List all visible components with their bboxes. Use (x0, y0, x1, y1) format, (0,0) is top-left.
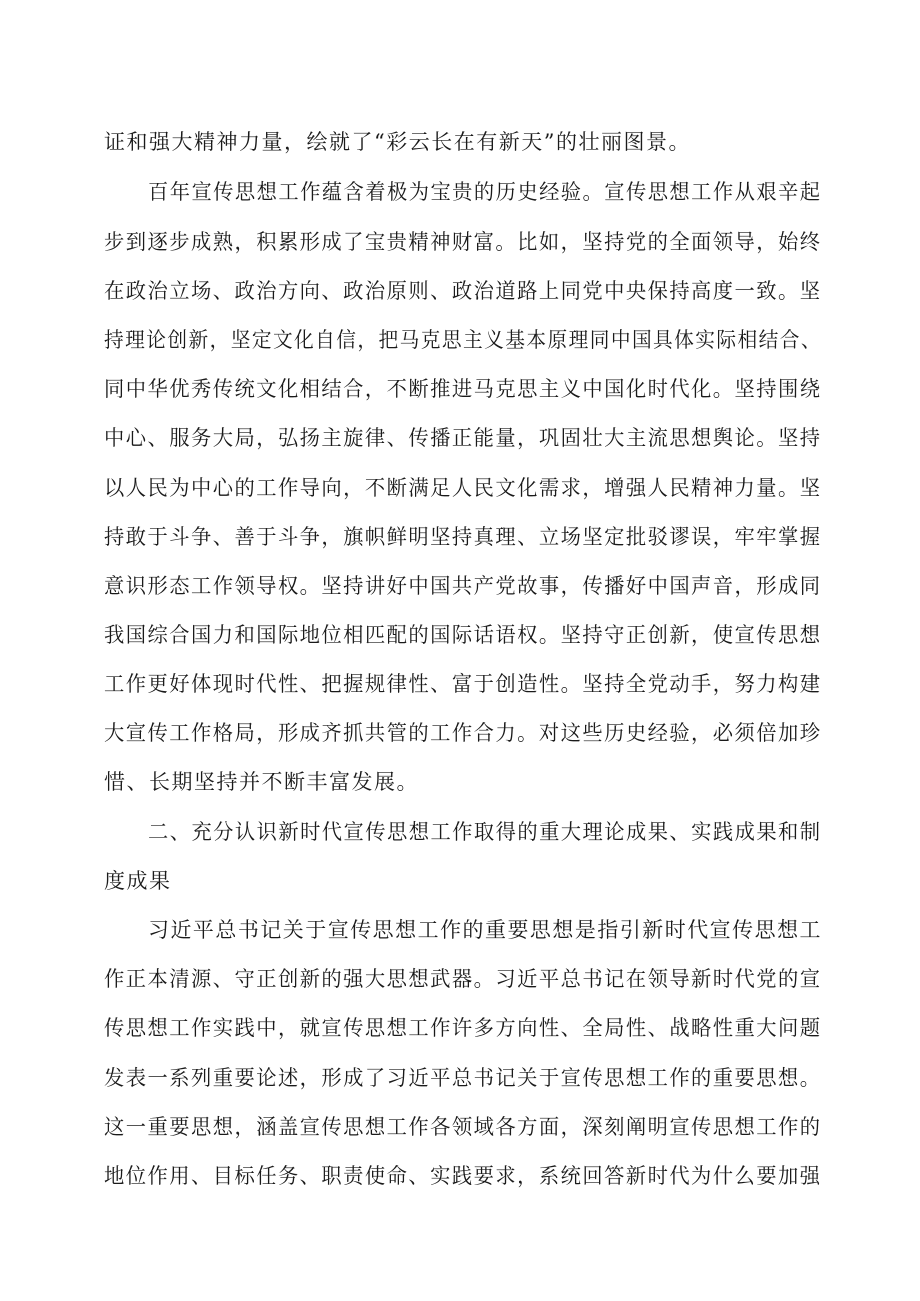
paragraph-line: 习近平总书记关于宣传思想工作的重要思想是指引新时代宣传思想工 (148, 918, 822, 942)
paragraph-line: 我国综合国力和国际地位相匹配的国际话语权。坚持守正创新，使宣传思想 (104, 623, 822, 647)
paragraph-line: 这一重要思想，涵盖宣传思想工作各领域各方面，深刻阐明宣传思想工作的 (104, 1115, 822, 1139)
paragraph-line: 惜、长期坚持并不断丰富发展。 (104, 770, 419, 794)
paragraph-line: 证和强大精神力量，绘就了“彩云长在有新天”的壮丽图景。 (104, 130, 691, 154)
paragraph-line: 持理论创新，坚定文化自信，把马克思主义基本原理同中国具体实际相结合、 (104, 328, 822, 352)
paragraph-line: 传思想工作实践中，就宣传思想工作许多方向性、全局性、战略性重大问题 (104, 1016, 822, 1040)
paragraph-line: 在政治立场、政治方向、政治原则、政治道路上同党中央保持高度一致。坚 (104, 279, 822, 303)
section-heading-line: 二、充分认识新时代宣传思想工作取得的重大理论成果、实践成果和制 (148, 820, 822, 844)
paragraph-line: 步到逐步成熟，积累形成了宝贵精神财富。比如，坚持党的全面领导，始终 (104, 230, 822, 254)
section-heading-line: 度成果 (104, 869, 172, 893)
paragraph-line: 地位作用、目标任务、职责使命、实践要求，系统回答新时代为什么要加强 (104, 1164, 822, 1188)
paragraph-line: 以人民为中心的工作导向，不断满足人民文化需求，增强人民精神力量。坚 (104, 476, 822, 500)
paragraph-line: 同中华优秀传统文化相结合，不断推进马克思主义中国化时代化。坚持围绕 (104, 377, 822, 401)
paragraph-line: 百年宣传思想工作蕴含着极为宝贵的历史经验。宣传思想工作从艰辛起 (148, 180, 822, 204)
paragraph-line: 作正本清源、守正创新的强大思想武器。习近平总书记在领导新时代党的宣 (104, 967, 822, 991)
paragraph-line: 持敢于斗争、善于斗争，旗帜鲜明坚持真理、立场坚定批驳谬误，牢牢掌握 (104, 525, 822, 549)
paragraph-line: 工作更好体现时代性、把握规律性、富于创造性。坚持全党动手，努力构建 (104, 672, 822, 696)
paragraph-line: 发表一系列重要论述，形成了习近平总书记关于宣传思想工作的重要思想。 (104, 1066, 822, 1090)
paragraph-line: 中心、服务大局，弘扬主旋律、传播正能量，巩固壮大主流思想舆论。坚持 (104, 426, 822, 450)
paragraph-line: 大宣传工作格局，形成齐抓共管的工作合力。对这些历史经验，必须倍加珍 (104, 721, 822, 745)
paragraph-line: 意识形态工作领导权。坚持讲好中国共产党故事，传播好中国声音，形成同 (104, 574, 822, 598)
